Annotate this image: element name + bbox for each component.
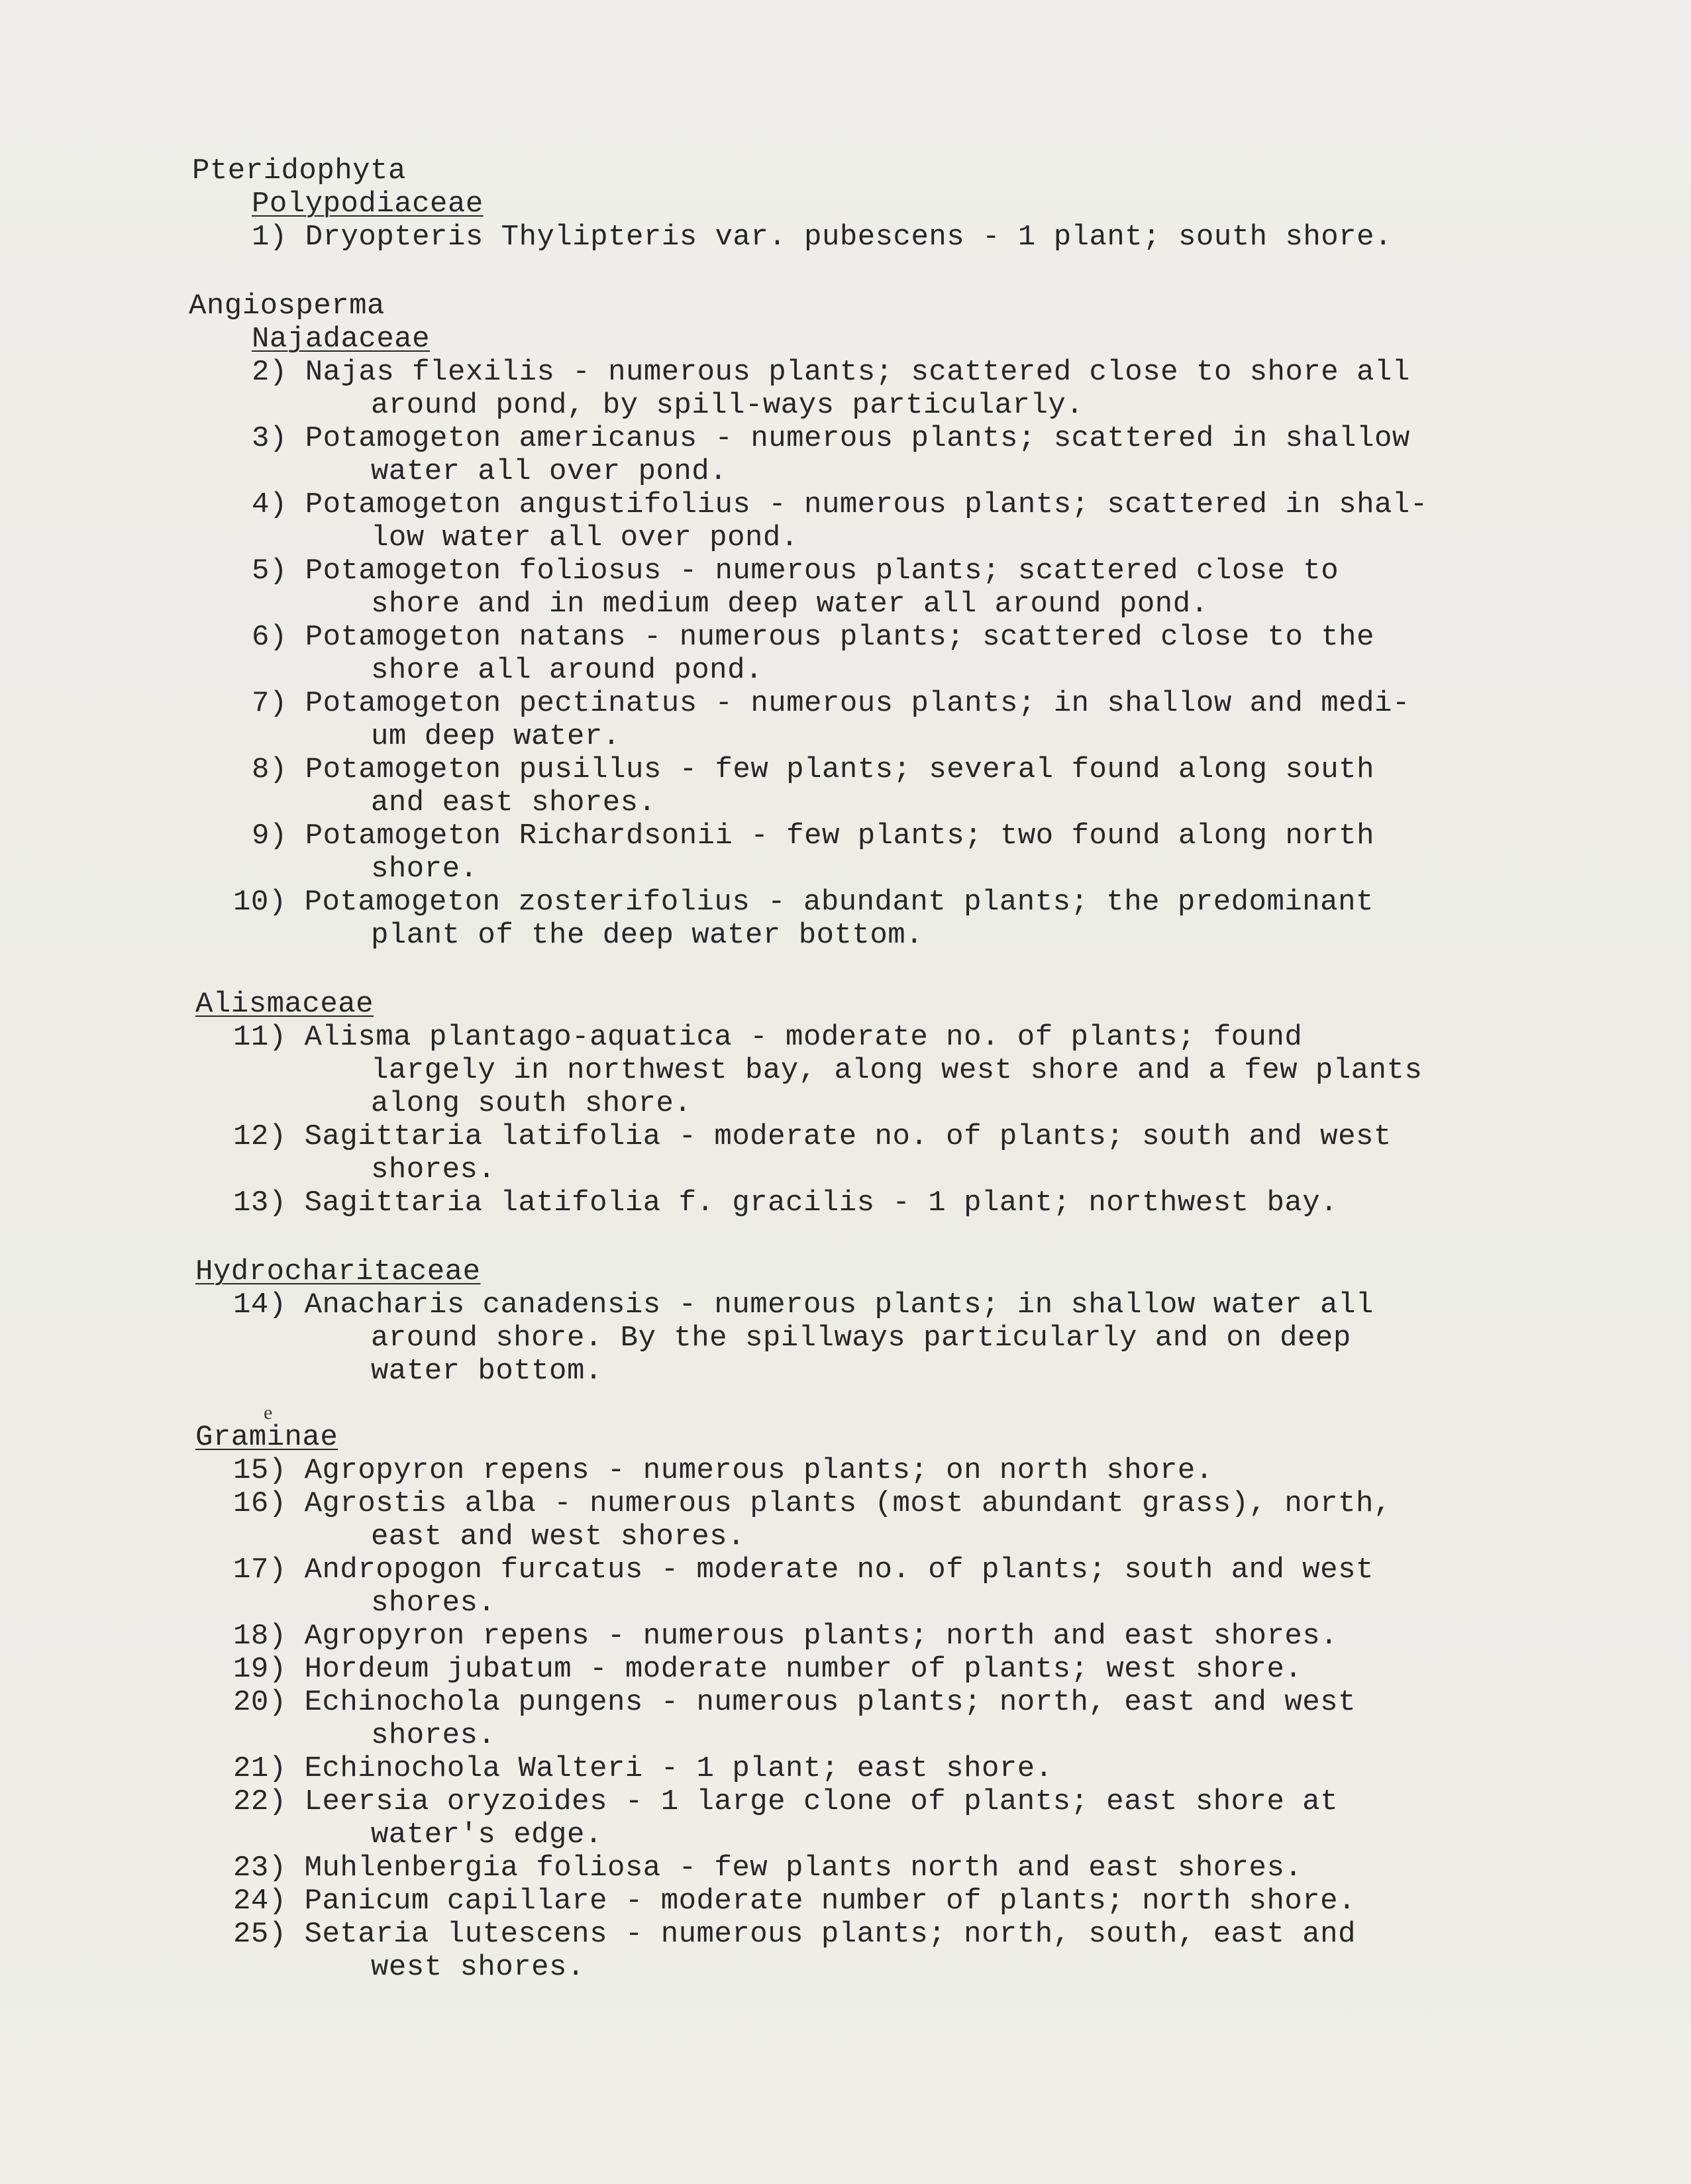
family-heading-polypodiaceae: Polypodiaceae xyxy=(252,187,484,221)
species-entry-continued: plant of the deep water bottom. xyxy=(371,919,924,952)
species-entry-continued: around shore. By the spillways particularly and on deep xyxy=(371,1322,1351,1355)
species-entry: 4) Potamogeton angustifolius - numerous plants; scattered in shal- xyxy=(252,488,1428,521)
family-heading-alismaceae: Alismaceae xyxy=(195,988,374,1021)
species-entry-continued: around pond, by spill-ways particularly. xyxy=(371,389,1084,422)
species-entry-continued: along south shore. xyxy=(371,1087,692,1120)
species-entry: 16) Agrostis alba - numerous plants (most abundant grass), north, xyxy=(233,1487,1392,1520)
species-entry-continued: shores. xyxy=(371,1586,496,1620)
species-entry-continued: water all over pond. xyxy=(371,455,728,488)
species-entry: 25) Setaria lutescens - numerous plants; north, south, east and xyxy=(233,1918,1356,1951)
species-entry: 8) Potamogeton pusillus - few plants; several found along south xyxy=(252,753,1374,786)
species-entry: 22) Leersia oryzoides - 1 large clone of plants; east shore at xyxy=(233,1785,1339,1818)
family-heading-najadaceae: Najadaceae xyxy=(252,323,431,356)
family-heading-graminae: Graminae xyxy=(195,1421,338,1454)
species-entry: 3) Potamogeton americanus - numerous plants; scattered in shallow xyxy=(252,422,1410,455)
species-entry-continued: water's edge. xyxy=(371,1818,603,1851)
handwritten-correction: e xyxy=(264,1402,273,1424)
species-entry-continued: shores. xyxy=(371,1719,496,1752)
species-entry-continued: shore all around pond. xyxy=(371,654,763,687)
species-entry: 24) Panicum capillare - moderate number of plants; north shore. xyxy=(233,1885,1356,1918)
species-entry: 14) Anacharis canadensis - numerous plants; in shallow water all xyxy=(233,1288,1374,1322)
species-entry: 12) Sagittaria latifolia - moderate no. of plants; south and west xyxy=(233,1120,1392,1153)
species-entry-continued: west shores. xyxy=(371,1951,585,1984)
species-entry: 15) Agropyron repens - numerous plants; on north shore. xyxy=(233,1454,1213,1487)
species-entry: 5) Potamogeton foliosus - numerous plants; scattered close to xyxy=(252,554,1339,588)
species-entry: 9) Potamogeton Richardsonii - few plants; two found along north xyxy=(252,819,1374,853)
species-entry: 10) Potamogeton zosterifolius - abundant plants; the predominant xyxy=(233,886,1374,919)
species-entry-continued: low water all over pond. xyxy=(371,521,799,554)
species-entry: 2) Najas flexilis - numerous plants; scattered close to shore all xyxy=(252,356,1410,389)
family-heading-hydrocharitaceae: Hydrocharitaceae xyxy=(195,1255,481,1288)
species-entry: 17) Andropogon furcatus - moderate no. of plants; south and west xyxy=(233,1553,1374,1586)
species-entry: 23) Muhlenbergia foliosa - few plants north and east shores. xyxy=(233,1851,1303,1885)
species-entry-continued: largely in northwest bay, along west shore and a few plants xyxy=(371,1054,1423,1087)
species-entry: 11) Alisma plantago-aquatica - moderate no. of plants; found xyxy=(233,1021,1303,1054)
species-entry: 19) Hordeum jubatum - moderate number of plants; west shore. xyxy=(233,1653,1303,1686)
species-entry: 7) Potamogeton pectinatus - numerous plants; in shallow and medi- xyxy=(252,687,1410,720)
species-entry: 1) Dryopteris Thylipteris var. pubescens - 1 plant; south shore. xyxy=(252,221,1392,254)
species-entry-continued: shores. xyxy=(371,1153,496,1186)
species-entry: 21) Echinochola Walteri - 1 plant; east shore. xyxy=(233,1752,1053,1785)
species-entry-continued: shore. xyxy=(371,853,478,886)
species-entry: 18) Agropyron repens - numerous plants; north and east shores. xyxy=(233,1620,1339,1653)
division-heading-pteridophyta: Pteridophyta xyxy=(192,154,406,187)
species-entry: 13) Sagittaria latifolia f. gracilis - 1 plant; northwest bay. xyxy=(233,1186,1339,1220)
species-entry-continued: shore and in medium deep water all around pond. xyxy=(371,588,1209,621)
species-entry-continued: water bottom. xyxy=(371,1355,603,1388)
species-entry-continued: and east shores. xyxy=(371,786,656,819)
species-entry-continued: east and west shores. xyxy=(371,1520,745,1553)
division-heading-angiosperma: Angiosperma xyxy=(189,289,385,323)
species-entry: 6) Potamogeton natans - numerous plants; scattered close to the xyxy=(252,621,1374,654)
species-entry-continued: um deep water. xyxy=(371,720,621,753)
species-entry: 20) Echinochola pungens - numerous plants; north, east and west xyxy=(233,1686,1356,1719)
